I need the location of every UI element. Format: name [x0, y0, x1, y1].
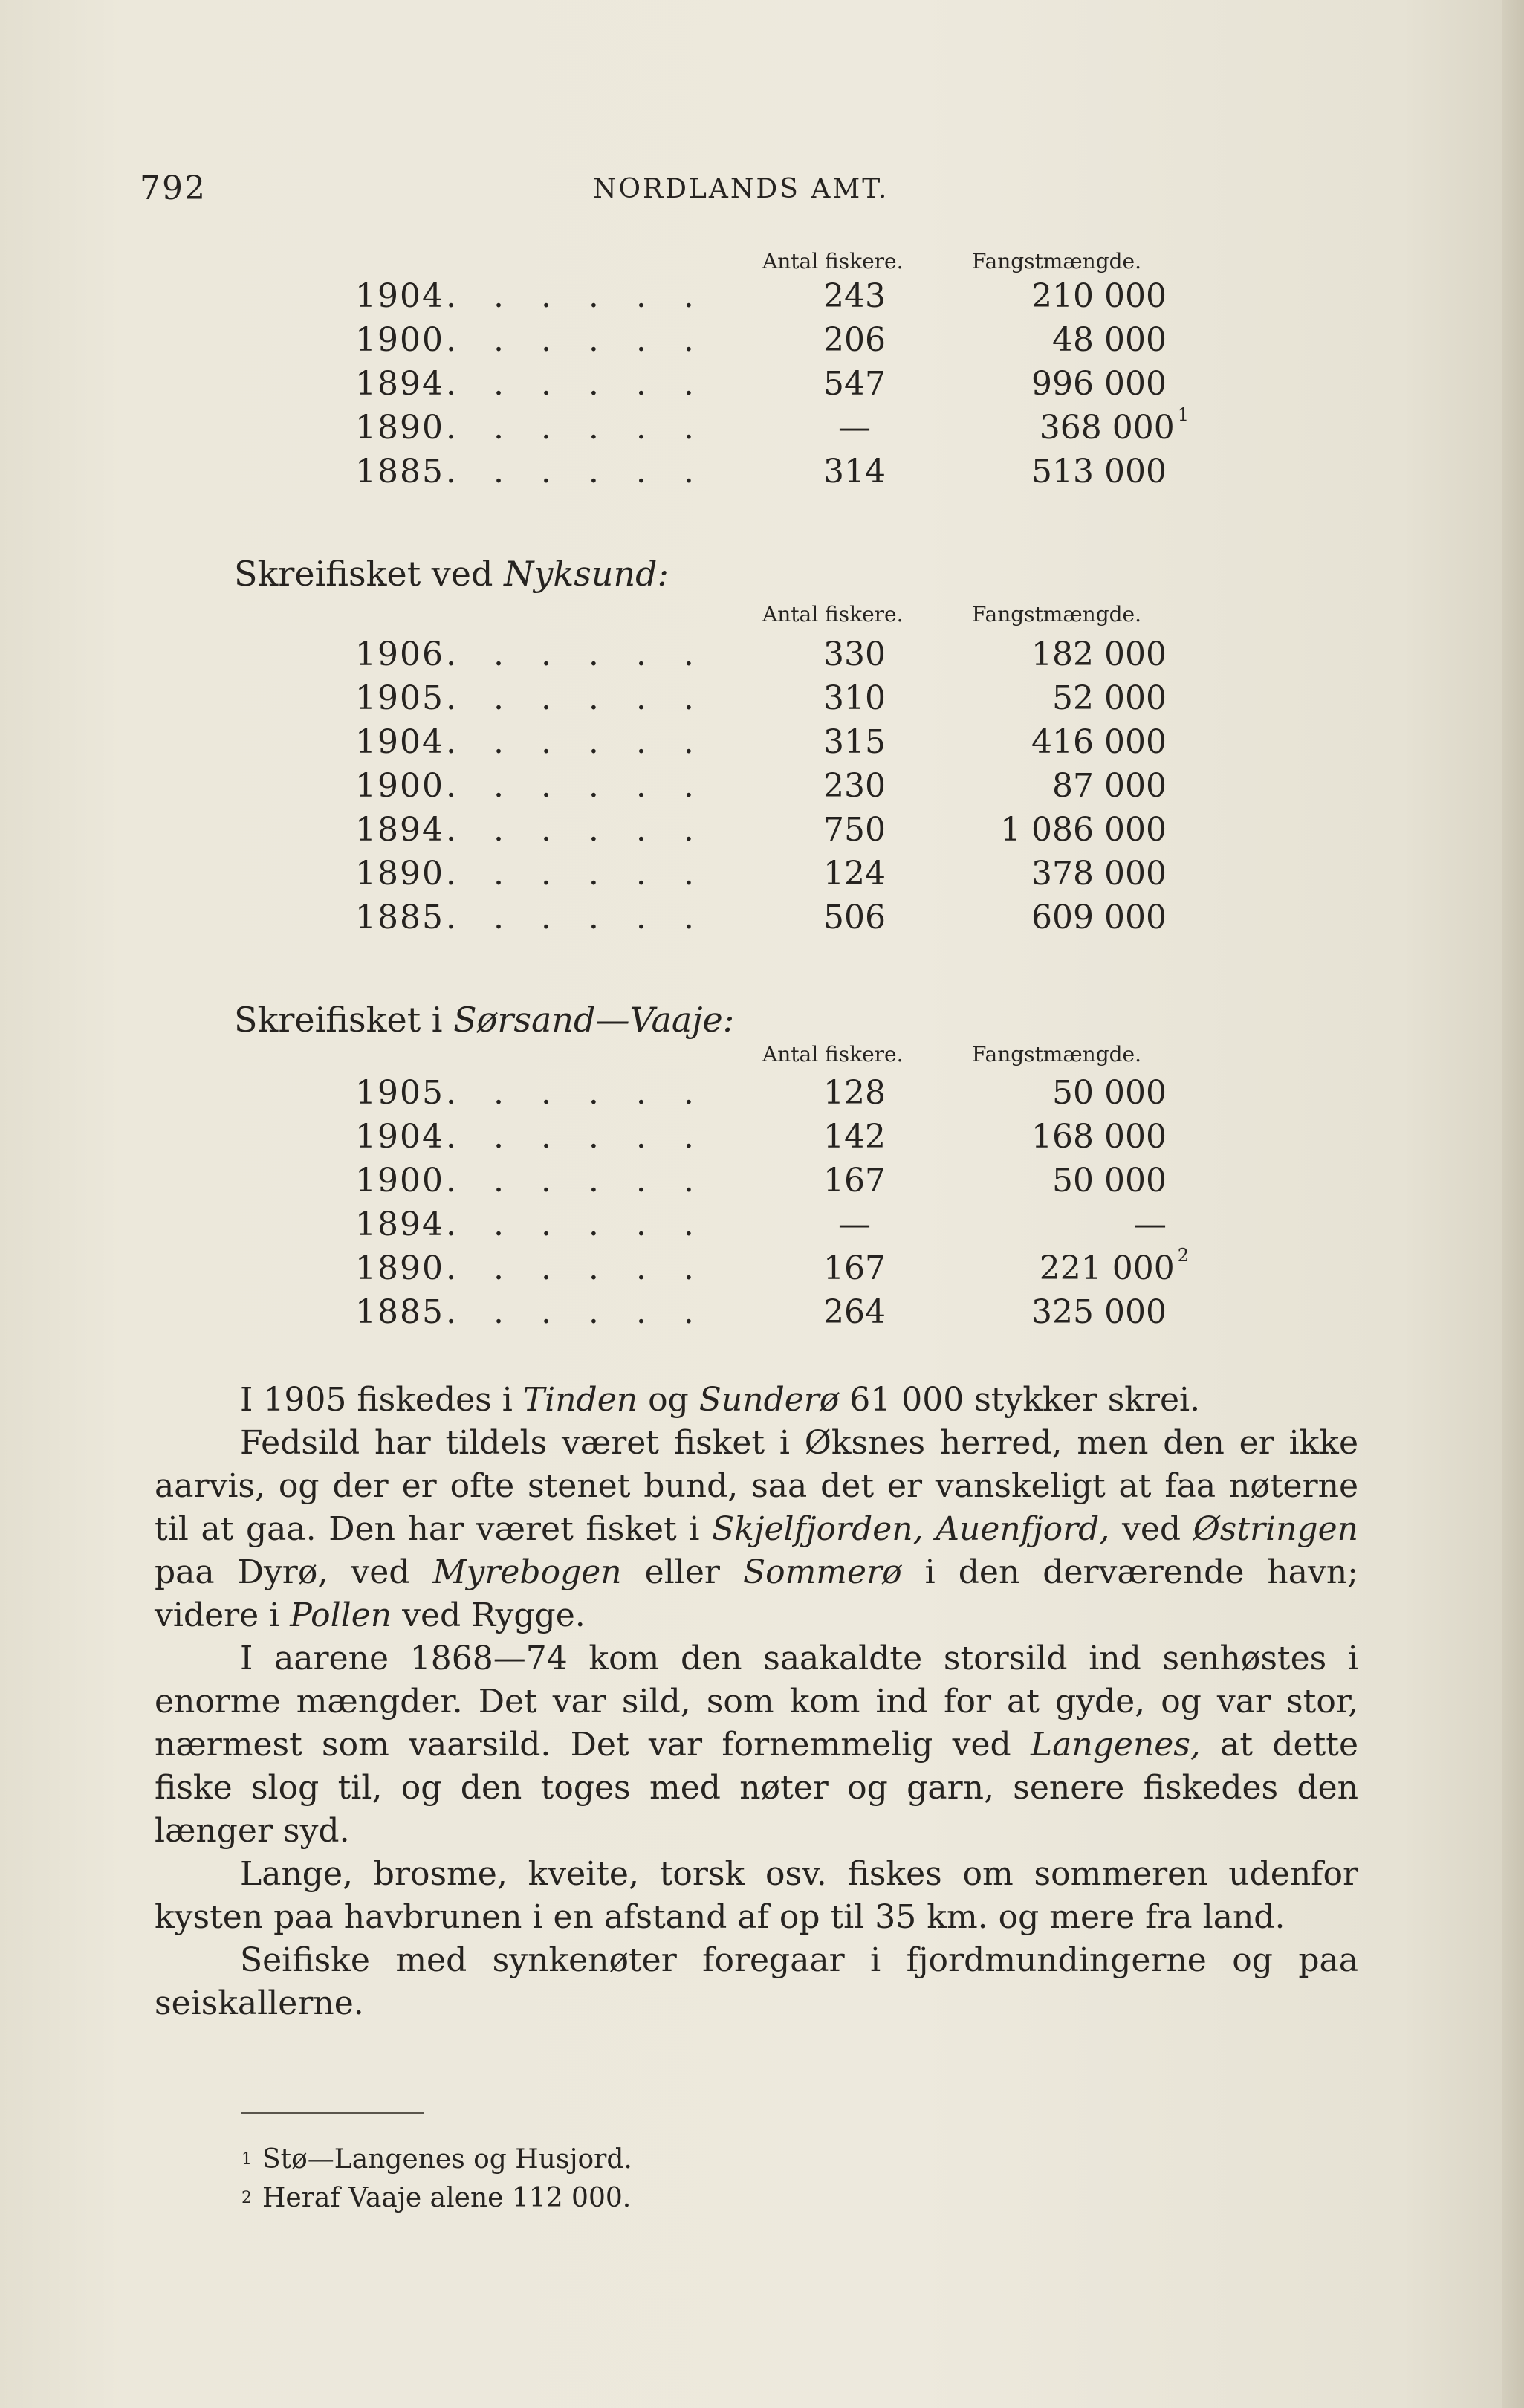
text-run: ved Rygge.: [392, 1596, 586, 1634]
year-cell: 1894: [355, 365, 444, 403]
year-cell: 1905: [355, 679, 444, 717]
catch-cell: [973, 723, 1167, 761]
catch-cell: [973, 453, 1167, 491]
year-cell: 1900: [355, 321, 444, 359]
place-name: Østringen: [1193, 1510, 1359, 1548]
section-title-prefix: Skreifisket i: [234, 1000, 443, 1040]
column-header-fishers: Antal fiskere.: [762, 602, 904, 627]
fishers-cell: —: [838, 1205, 871, 1243]
dot-leader: . . . . . .: [446, 365, 707, 403]
body-text: [155, 1379, 1358, 2025]
year-cell: 1885: [355, 453, 444, 491]
catch-value: 210 000: [1031, 277, 1167, 315]
year-cell: 1900: [355, 1162, 444, 1200]
year-cell: 1890: [355, 855, 444, 893]
footnote-text: Stø—Langenes og Husjord.: [262, 2144, 632, 2175]
table-row: [0, 1245, 1524, 1292]
year-cell: 1890: [355, 1249, 444, 1287]
catch-value: 1 086 000: [1000, 811, 1167, 849]
catch-cell: [996, 1245, 1189, 1287]
text-run: at dette fiske slog til, og den toges med nøter og garn, senere fiskedes den længer syd.: [155, 1726, 1358, 1850]
place-name: Skjelfjorden, Auenfjord,: [712, 1510, 1110, 1548]
catch-cell: [973, 679, 1167, 717]
fishers-cell: 167: [823, 1249, 886, 1287]
fishers-cell: 310: [823, 679, 886, 717]
dot-leader: . . . . . .: [446, 899, 707, 936]
paragraph-2: [155, 1422, 1358, 1637]
year-cell: 1905: [355, 1074, 444, 1112]
table-row: [0, 855, 1524, 898]
catch-value: 50 000: [1052, 1074, 1167, 1112]
catch-cell: [996, 404, 1189, 447]
place-name: Myrebogen: [432, 1553, 622, 1591]
catch-cell: [973, 811, 1167, 849]
text-run: I aarene 1868—74 kom den saakaldte storsild ind senhøstes i enorme mængder. Det var sild, som kom ind for at gyde, og var stor, nærmest som vaarsild. Det var fornemmelig ved: [155, 1640, 1358, 1764]
footnote-ref: 2: [1177, 1245, 1189, 1266]
catch-cell: [973, 899, 1167, 936]
year-cell: 1894: [355, 811, 444, 849]
footnote-2: [241, 2179, 632, 2218]
catch-cell: [973, 1205, 1167, 1243]
table-row: [0, 453, 1524, 496]
place-name: Tinden: [522, 1381, 638, 1419]
place-name: Sunderø: [698, 1381, 840, 1419]
section-title-sorsand-vaaje: [234, 1000, 734, 1040]
catch-cell: [973, 855, 1167, 893]
catch-cell: [973, 767, 1167, 805]
column-header-catch: Fangstmængde.: [972, 249, 1142, 274]
fishers-cell: 750: [823, 811, 886, 849]
section-title-place: Sørsand—Vaaje:: [453, 1000, 735, 1040]
fishers-cell: 167: [823, 1162, 886, 1200]
catch-value: 48 000: [1052, 321, 1167, 359]
paragraph-1: [155, 1379, 1358, 1422]
fishers-cell: 243: [823, 277, 886, 315]
table-row: [0, 365, 1524, 408]
catch-value: 325 000: [1031, 1293, 1167, 1331]
text-run: paa Dyrø, ved: [155, 1553, 433, 1591]
column-header-catch: Fangstmængde.: [972, 602, 1142, 627]
year-cell: 1904: [355, 723, 444, 761]
text-run: eller: [621, 1553, 743, 1591]
fishers-cell: 206: [823, 321, 886, 359]
paragraph-4: Lange, brosme, kveite, torsk osv. fiskes om sommeren udenfor kysten paa havbrunen i en afstand af op til 35 km. og mere fra land.: [155, 1855, 1358, 1936]
catch-value: 416 000: [1031, 723, 1167, 761]
fishers-cell: 506: [823, 899, 886, 936]
table-row: [0, 899, 1524, 942]
fishers-cell: 547: [823, 365, 886, 403]
running-title: NORDLANDS AMT.: [593, 174, 889, 204]
section-title-nyksund: [234, 554, 669, 594]
dot-leader: . . . . . .: [446, 409, 707, 447]
dot-leader: . . . . . .: [446, 767, 707, 805]
catch-value: 368 000: [1039, 409, 1175, 447]
place-name: Pollen: [290, 1596, 392, 1634]
table-row: [0, 1293, 1524, 1336]
year-cell: 1894: [355, 1205, 444, 1243]
catch-value: 513 000: [1031, 453, 1167, 491]
text-run: 61 000 stykker skrei.: [839, 1381, 1201, 1419]
catch-value: 996 000: [1031, 365, 1167, 403]
fishers-cell: —: [838, 409, 871, 447]
section-title-place: Nyksund:: [504, 554, 669, 594]
catch-value: —: [1134, 1205, 1167, 1243]
footnote-1: [241, 2140, 632, 2179]
place-name: Sommerø: [742, 1553, 902, 1591]
table-row: [0, 277, 1524, 320]
catch-cell: [973, 635, 1167, 673]
text-run: ved: [1109, 1510, 1193, 1548]
year-cell: 1890: [355, 409, 444, 447]
table-row: [0, 767, 1524, 810]
text-run: og: [638, 1381, 699, 1419]
dot-leader: . . . . . .: [446, 1205, 707, 1243]
catch-cell: [973, 1162, 1167, 1200]
footnote-rule: [241, 2112, 424, 2114]
catch-cell: [973, 321, 1167, 359]
page-header: [140, 169, 1373, 214]
table-row: [0, 679, 1524, 722]
footnote-text: Heraf Vaaje alene 112 000.: [262, 2183, 632, 2213]
table-row: [0, 635, 1524, 679]
year-cell: 1904: [355, 277, 444, 315]
fishers-cell: 330: [823, 635, 886, 673]
fishers-cell: 264: [823, 1293, 886, 1331]
table-row: [0, 723, 1524, 766]
catch-cell: [973, 277, 1167, 315]
catch-value: 182 000: [1031, 635, 1167, 673]
catch-value: 168 000: [1031, 1118, 1167, 1156]
dot-leader: . . . . . .: [446, 277, 707, 315]
fishers-cell: 142: [823, 1118, 886, 1156]
catch-value: 609 000: [1031, 899, 1167, 936]
year-cell: 1904: [355, 1118, 444, 1156]
fishers-cell: 315: [823, 723, 886, 761]
footnote-ref: 1: [1177, 404, 1189, 425]
dot-leader: . . . . . .: [446, 811, 707, 849]
catch-cell: [973, 1074, 1167, 1112]
dot-leader: . . . . . .: [446, 453, 707, 491]
table-row: [0, 1205, 1524, 1249]
dot-leader: . . . . . .: [446, 723, 707, 761]
dot-leader: . . . . . .: [446, 1293, 707, 1331]
catch-value: 52 000: [1052, 679, 1167, 717]
catch-value: 221 000: [1039, 1249, 1175, 1287]
text-run: Fedsild har tildels været fisket i Øksnes herred, men den er ikke aarvis, og der er ofte stenet bund, saa det er vanskeligt at faa nøterne til at gaa. Den har været fisket i: [155, 1424, 1358, 1548]
fishers-cell: 230: [823, 767, 886, 805]
column-header-catch: Fangstmængde.: [972, 1042, 1142, 1067]
catch-value: 378 000: [1031, 855, 1167, 893]
paragraph-3: [155, 1637, 1358, 1853]
text-run: I 1905 fiskedes i: [240, 1381, 523, 1419]
catch-value: 50 000: [1052, 1162, 1167, 1200]
catch-cell: [973, 1293, 1167, 1331]
dot-leader: . . . . . .: [446, 635, 707, 673]
table-row: [0, 1118, 1524, 1161]
place-name: Langenes,: [1030, 1726, 1201, 1764]
catch-value: 87 000: [1052, 767, 1167, 805]
dot-leader: . . . . . .: [446, 1249, 707, 1287]
dot-leader: . . . . . .: [446, 1162, 707, 1200]
column-header-fishers: Antal fiskere.: [762, 249, 904, 274]
table-row: [0, 811, 1524, 854]
fishers-cell: 128: [823, 1074, 886, 1112]
footnotes: [241, 2140, 632, 2218]
table-row: [0, 321, 1524, 364]
fishers-cell: 124: [823, 855, 886, 893]
dot-leader: . . . . . .: [446, 1118, 707, 1156]
footnote-mark: 2: [241, 2189, 252, 2207]
page-number: 792: [140, 169, 207, 207]
fishers-cell: 314: [823, 453, 886, 491]
catch-cell: [973, 1118, 1167, 1156]
footnote-mark: 1: [241, 2150, 252, 2169]
year-cell: 1906: [355, 635, 444, 673]
text-run: i den derværende havn; videre i: [155, 1553, 1358, 1634]
catch-cell: [973, 365, 1167, 403]
dot-leader: . . . . . .: [446, 321, 707, 359]
section-title-prefix: Skreifisket ved: [234, 554, 493, 594]
column-header-fishers: Antal fiskere.: [762, 1042, 904, 1067]
dot-leader: . . . . . .: [446, 1074, 707, 1112]
dot-leader: . . . . . .: [446, 679, 707, 717]
table-row: [0, 1074, 1524, 1117]
dot-leader: . . . . . .: [446, 855, 707, 893]
table-row: [0, 404, 1524, 452]
year-cell: 1900: [355, 767, 444, 805]
table-row: [0, 1162, 1524, 1205]
year-cell: 1885: [355, 1293, 444, 1331]
paragraph-5: Seifiske med synkenøter foregaar i fjordmundingerne og paa seiskallerne.: [155, 1941, 1358, 2022]
year-cell: 1885: [355, 899, 444, 936]
